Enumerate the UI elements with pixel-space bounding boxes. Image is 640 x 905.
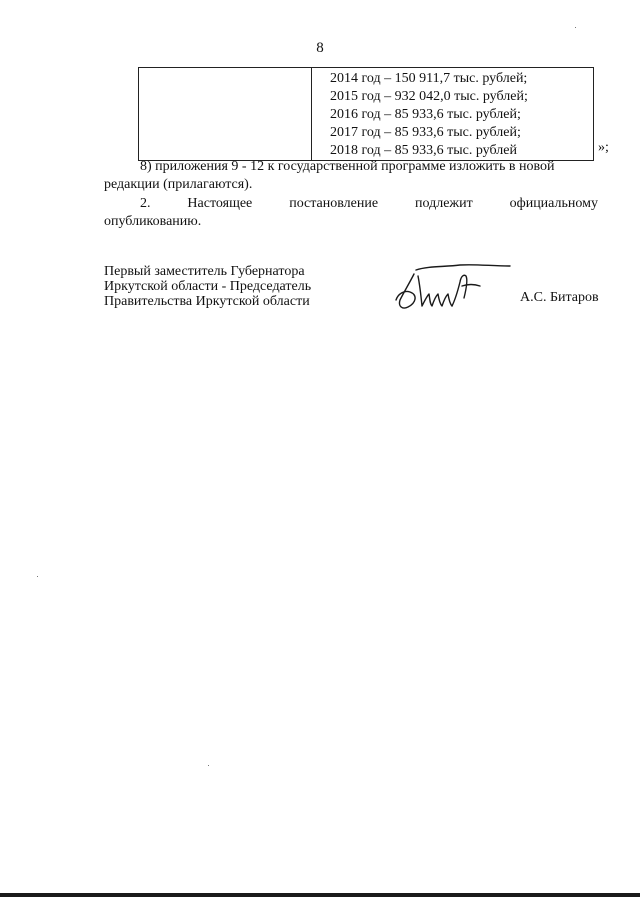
- scan-speck: [37, 576, 38, 577]
- funding-table-amount-cell: [312, 68, 594, 161]
- paragraph-2-word: Настоящее: [187, 196, 253, 211]
- signatory-title: [104, 264, 311, 309]
- funding-line-2015: 2015 год – 932 042,0 тыс. рублей;: [330, 89, 528, 104]
- signatory-name: А.С. Битаров: [520, 290, 599, 305]
- funding-table: [138, 67, 594, 161]
- funding-line-2017: 2017 год – 85 933,6 тыс. рублей;: [330, 125, 521, 140]
- closing-quote: »;: [598, 140, 609, 155]
- paragraph-2-number: 2.: [140, 196, 151, 211]
- funding-line-2014: 2014 год – 150 911,7 тыс. рублей;: [330, 71, 528, 86]
- scan-speck: [575, 27, 576, 28]
- paragraph-8-line-1: 8) приложения 9 - 12 к государственной программе изложить в новой: [140, 159, 555, 174]
- signatory-title-line: Правительства Иркутской области: [104, 294, 310, 309]
- paragraph-8-line-2: редакции (прилагаются).: [104, 177, 253, 192]
- signatory-title-line: Первый заместитель Губернатора: [104, 264, 305, 279]
- funding-line-2016: 2016 год – 85 933,6 тыс. рублей;: [330, 107, 521, 122]
- funding-line-2018: 2018 год – 85 933,6 тыс. рублей: [330, 143, 517, 158]
- paragraph-2: [104, 195, 598, 231]
- paragraph-2-line-1: [104, 195, 598, 213]
- handwritten-signature: [388, 262, 512, 312]
- paragraph-2-line-2: опубликованию.: [104, 214, 202, 229]
- paragraph-8: [104, 158, 598, 194]
- scan-speck: [208, 765, 209, 766]
- paragraph-2-word: официальному: [509, 196, 598, 211]
- funding-table-label-cell: [139, 68, 312, 161]
- paragraph-2-word: подлежит: [415, 196, 473, 211]
- scan-edge-bar: [0, 893, 640, 897]
- signatory-title-line: Иркутской области - Председатель: [104, 279, 312, 294]
- page-number: 8: [316, 40, 324, 56]
- paragraph-2-word: постановление: [289, 196, 379, 211]
